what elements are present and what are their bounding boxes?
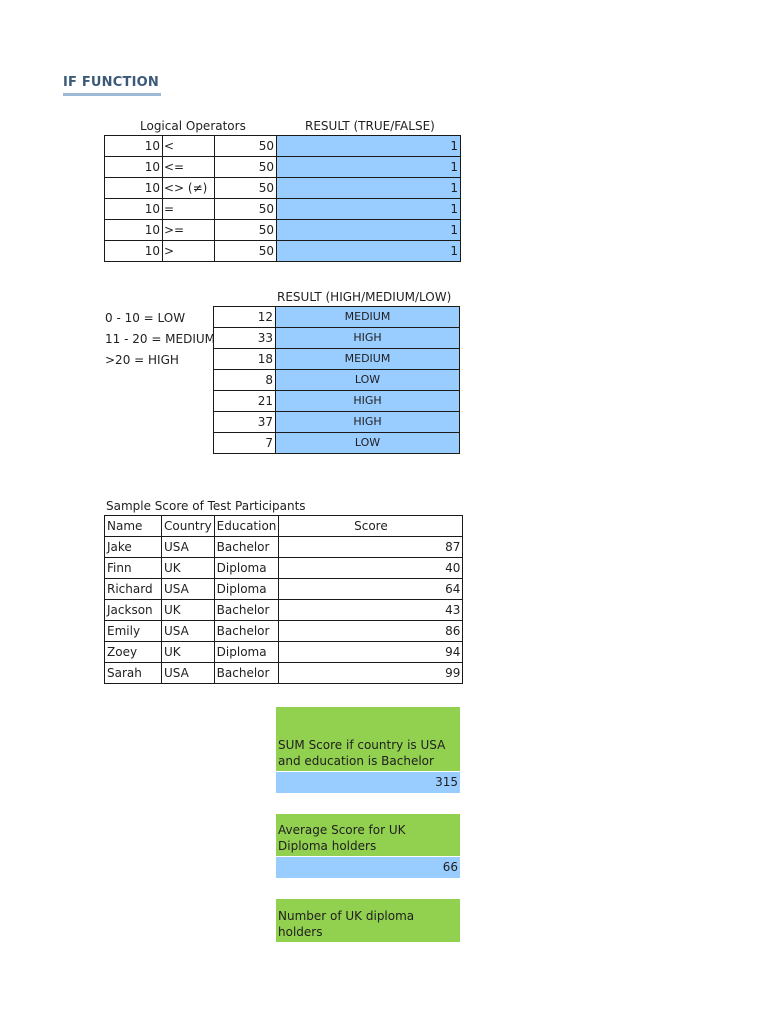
country-cell[interactable]: USA [162, 537, 215, 558]
level-result-cell[interactable]: HIGH [276, 391, 460, 412]
table-row [214, 412, 460, 433]
value-cell[interactable]: 18 [214, 349, 276, 370]
table-row [105, 558, 463, 579]
page-title: IF FUNCTION [63, 75, 159, 90]
value-cell[interactable]: 33 [214, 328, 276, 349]
score-cell[interactable]: 64 [279, 579, 463, 600]
summary-label-line1: SUM Score if country is USA [278, 738, 446, 752]
level-result-cell[interactable]: HIGH [276, 412, 460, 433]
table-row [105, 621, 463, 642]
table-row [214, 328, 460, 349]
education-cell[interactable]: Diploma [214, 642, 279, 663]
table-row [105, 136, 461, 157]
level-result-header: RESULT (HIGH/MEDIUM/LOW) [277, 290, 452, 304]
operator-cell[interactable]: <> (≠) [163, 178, 215, 199]
country-cell[interactable]: USA [162, 663, 215, 684]
score-cell[interactable]: 87 [279, 537, 463, 558]
result-cell[interactable]: 1 [277, 199, 461, 220]
logical-operators-header: Logical Operators [140, 119, 246, 133]
left-operand-cell[interactable]: 10 [105, 157, 163, 178]
score-cell[interactable]: 86 [279, 621, 463, 642]
name-cell[interactable]: Emily [105, 621, 162, 642]
table-row [105, 178, 461, 199]
value-cell[interactable]: 37 [214, 412, 276, 433]
table-row [105, 537, 463, 558]
result-cell[interactable]: 1 [277, 220, 461, 241]
summary-label-line2: Diploma holders [278, 839, 377, 853]
right-operand-cell[interactable]: 50 [215, 241, 277, 262]
name-cell[interactable]: Finn [105, 558, 162, 579]
sum-usa-bachelor-value[interactable]: 315 [276, 772, 460, 793]
logical-result-header: RESULT (TRUE/FALSE) [305, 119, 435, 133]
operator-cell[interactable]: <= [163, 157, 215, 178]
country-cell[interactable]: USA [162, 579, 215, 600]
table-row [105, 642, 463, 663]
summary-label-line1: Number of UK diploma [278, 909, 415, 923]
name-cell[interactable]: Sarah [105, 663, 162, 684]
level-table [213, 306, 460, 454]
education-cell[interactable]: Bachelor [214, 537, 279, 558]
score-cell[interactable]: 99 [279, 663, 463, 684]
table-row [105, 663, 463, 684]
header-education[interactable]: Education [214, 516, 279, 537]
country-cell[interactable]: UK [162, 558, 215, 579]
value-cell[interactable]: 21 [214, 391, 276, 412]
operator-cell[interactable]: = [163, 199, 215, 220]
count-uk-diploma-label [276, 899, 460, 942]
title-underline [63, 93, 161, 96]
range-label-medium: 11 - 20 = MEDIUM [105, 332, 216, 346]
name-cell[interactable]: Richard [105, 579, 162, 600]
result-cell[interactable]: 1 [277, 178, 461, 199]
operator-cell[interactable]: >= [163, 220, 215, 241]
right-operand-cell[interactable]: 50 [215, 136, 277, 157]
table-row [214, 391, 460, 412]
level-result-cell[interactable]: MEDIUM [276, 349, 460, 370]
name-cell[interactable]: Jake [105, 537, 162, 558]
education-cell[interactable]: Diploma [214, 558, 279, 579]
summary-label-line2: holders [278, 925, 323, 939]
table-row [105, 199, 461, 220]
header-score[interactable]: Score [279, 516, 463, 537]
level-result-cell[interactable]: LOW [276, 433, 460, 454]
left-operand-cell[interactable]: 10 [105, 199, 163, 220]
education-cell[interactable]: Bachelor [214, 621, 279, 642]
left-operand-cell[interactable]: 10 [105, 241, 163, 262]
summary-label-line2: and education is Bachelor [278, 754, 434, 768]
value-cell[interactable]: 7 [214, 433, 276, 454]
country-cell[interactable]: USA [162, 621, 215, 642]
average-uk-diploma-label [276, 814, 460, 856]
education-cell[interactable]: Bachelor [214, 663, 279, 684]
education-cell[interactable]: Diploma [214, 579, 279, 600]
right-operand-cell[interactable]: 50 [215, 178, 277, 199]
scores-caption: Sample Score of Test Participants [106, 499, 306, 513]
range-label-high: >20 = HIGH [105, 353, 179, 367]
operator-cell[interactable]: < [163, 136, 215, 157]
left-operand-cell[interactable]: 10 [105, 136, 163, 157]
score-cell[interactable]: 94 [279, 642, 463, 663]
table-row [105, 157, 461, 178]
table-row [105, 579, 463, 600]
result-cell[interactable]: 1 [277, 157, 461, 178]
level-result-cell[interactable]: MEDIUM [276, 307, 460, 328]
table-header-row [105, 516, 463, 537]
score-cell[interactable]: 40 [279, 558, 463, 579]
table-row [214, 307, 460, 328]
level-result-cell[interactable]: LOW [276, 370, 460, 391]
left-operand-cell[interactable]: 10 [105, 220, 163, 241]
table-row [105, 600, 463, 621]
country-cell[interactable]: UK [162, 600, 215, 621]
sum-usa-bachelor-label [276, 707, 460, 771]
range-label-low: 0 - 10 = LOW [105, 311, 186, 325]
level-result-cell[interactable]: HIGH [276, 328, 460, 349]
result-cell[interactable]: 1 [277, 136, 461, 157]
table-row [214, 433, 460, 454]
value-cell[interactable]: 8 [214, 370, 276, 391]
average-uk-diploma-value[interactable]: 66 [276, 857, 460, 878]
score-cell[interactable]: 43 [279, 600, 463, 621]
scores-table [104, 515, 463, 684]
result-cell[interactable]: 1 [277, 241, 461, 262]
summary-label-line1: Average Score for UK [278, 823, 406, 837]
value-cell[interactable]: 12 [214, 307, 276, 328]
right-operand-cell[interactable]: 50 [215, 199, 277, 220]
name-cell[interactable]: Zoey [105, 642, 162, 663]
name-cell[interactable]: Jackson [105, 600, 162, 621]
right-operand-cell[interactable]: 50 [215, 220, 277, 241]
table-row [105, 220, 461, 241]
operator-cell[interactable]: > [163, 241, 215, 262]
country-cell[interactable]: UK [162, 642, 215, 663]
left-operand-cell[interactable]: 10 [105, 178, 163, 199]
header-name[interactable]: Name [105, 516, 162, 537]
header-country[interactable]: Country [162, 516, 215, 537]
logical-operators-table [104, 135, 461, 262]
table-row [105, 241, 461, 262]
right-operand-cell[interactable]: 50 [215, 157, 277, 178]
table-row [214, 370, 460, 391]
education-cell[interactable]: Bachelor [214, 600, 279, 621]
table-row [214, 349, 460, 370]
